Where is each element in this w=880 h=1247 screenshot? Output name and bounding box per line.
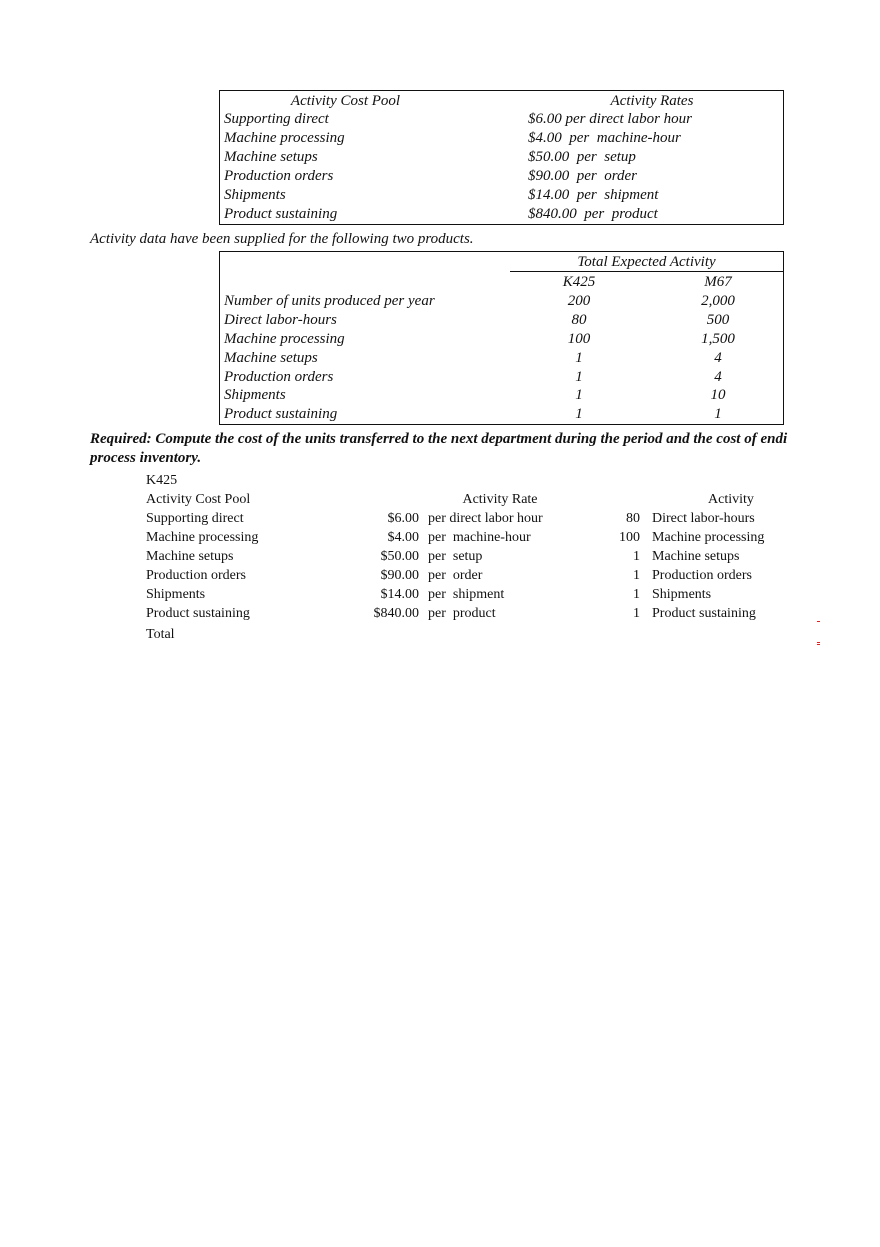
rates-row-rate: $14.00 per shipment (528, 187, 659, 203)
k425-row-per: per product (428, 606, 496, 621)
k425-header-rate: Activity Rate (462, 492, 538, 507)
group-header-rule (510, 271, 783, 272)
k425-header-activity: Activity (708, 492, 754, 507)
activity-row-m67: 4 (714, 350, 722, 366)
k425-row-qty: 1 (633, 587, 640, 602)
intro-text: Activity data have been supplied for the following two products. (90, 231, 474, 247)
k425-row-per: per order (428, 568, 483, 583)
k425-row-amount: $6.00 (387, 511, 419, 526)
red-marker (817, 644, 820, 645)
k425-header-pool: Activity Cost Pool (146, 492, 251, 507)
activity-row-k425: 100 (567, 331, 591, 347)
k425-row-amount: $14.00 (380, 587, 419, 602)
activity-row-label: Machine setups (224, 350, 318, 366)
k425-row-per: per machine-hour (428, 530, 531, 545)
activity-row-m67: 10 (710, 387, 726, 403)
k425-row-qty: 1 (633, 549, 640, 564)
activity-row-k425: 1 (575, 406, 583, 422)
k425-row-qty: 100 (619, 530, 640, 545)
activity-row-k425: 1 (575, 350, 583, 366)
rates-row-rate: $840.00 per product (528, 206, 658, 222)
red-marker (817, 642, 820, 643)
rates-row-pool: Supporting direct (224, 111, 329, 127)
k425-row-driver: Shipments (652, 587, 712, 602)
activity-group-header: Total Expected Activity (577, 254, 716, 270)
rates-row-rate: $50.00 per setup (528, 149, 636, 165)
activity-row-label: Product sustaining (224, 406, 338, 422)
k425-row-driver: Product sustaining (652, 606, 756, 621)
column-header-k425: K425 (562, 274, 596, 290)
activity-row-m67: 1,500 (701, 331, 735, 347)
activity-row-k425: 200 (567, 293, 591, 309)
k425-row-pool: Machine setups (146, 549, 234, 564)
k425-row-per: per shipment (428, 587, 505, 602)
k425-row-driver: Machine setups (652, 549, 740, 564)
k425-row-qty: 80 (626, 511, 640, 526)
rates-row-rate: $4.00 per machine-hour (528, 130, 681, 146)
k425-row-qty: 1 (633, 606, 640, 621)
rates-row-pool: Production orders (224, 168, 334, 184)
required-text-line1: Required: Compute the cost of the units transferred to the next department during the period and the cost of endi (90, 431, 788, 447)
rates-header-rate: Activity Rates (610, 93, 694, 109)
k425-row-pool: Shipments (146, 587, 206, 602)
activity-row-m67: 1 (714, 406, 722, 422)
k425-row-driver: Direct labor-hours (652, 511, 755, 526)
activity-row-m67: 500 (706, 312, 730, 328)
activity-row-k425: 1 (575, 369, 583, 385)
k425-total-label: Total (146, 627, 175, 642)
column-header-m67: M67 (704, 274, 732, 290)
k425-row-pool: Product sustaining (146, 606, 250, 621)
k425-section-title: K425 (146, 473, 178, 488)
rates-row-pool: Machine setups (224, 149, 318, 165)
rates-row-pool: Machine processing (224, 130, 345, 146)
red-marker (817, 621, 820, 622)
required-text-line2: process inventory. (90, 450, 202, 466)
k425-row-amount: $4.00 (387, 530, 419, 545)
k425-row-qty: 1 (633, 568, 640, 583)
k425-row-per: per direct labor hour (428, 511, 543, 526)
k425-row-amount: $50.00 (380, 549, 419, 564)
activity-row-k425: 1 (575, 387, 583, 403)
activity-row-label: Production orders (224, 369, 334, 385)
activity-row-m67: 2,000 (701, 293, 735, 309)
activity-row-m67: 4 (714, 369, 722, 385)
k425-row-driver: Production orders (652, 568, 752, 583)
k425-row-amount: $90.00 (380, 568, 419, 583)
rates-row-rate: $6.00 per direct labor hour (528, 111, 693, 127)
rates-row-pool: Shipments (224, 187, 286, 203)
k425-row-driver: Machine processing (652, 530, 765, 545)
activity-row-label: Direct labor-hours (224, 312, 337, 328)
activity-row-label: Machine processing (224, 331, 345, 347)
k425-row-pool: Machine processing (146, 530, 259, 545)
rates-row-rate: $90.00 per order (528, 168, 638, 184)
rates-row-pool: Product sustaining (224, 206, 338, 222)
k425-row-amount: $840.00 (373, 606, 419, 621)
k425-row-per: per setup (428, 549, 483, 564)
rates-header-pool: Activity Cost Pool (290, 93, 401, 109)
activity-row-k425: 80 (571, 312, 587, 328)
k425-row-pool: Supporting direct (146, 511, 244, 526)
activity-row-label: Shipments (224, 387, 286, 403)
activity-row-label: Number of units produced per year (224, 293, 435, 309)
k425-row-pool: Production orders (146, 568, 246, 583)
